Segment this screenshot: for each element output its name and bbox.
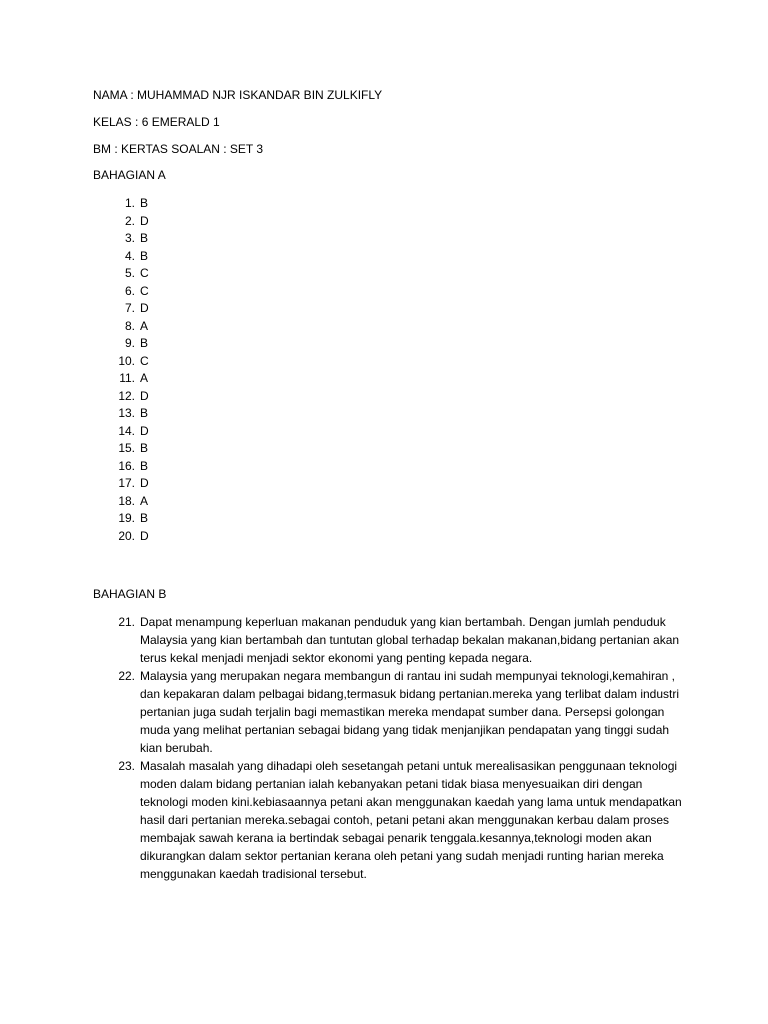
item-number: 5. (124, 266, 135, 280)
item-answer-text: Masalah masalah yang dihadapi oleh sesetangah petani untuk merealisasikan penggunaan teknologi moden dalam bidang pertanian ialah kebanyakan petani tidak biasa menyesuaikan diri dengan teknologi moden kini.kebiasaannya petani akan menggunakan kaedah yang lama untuk mendapatkan hasil dari pertanian mereka.sebagai contoh, petani petani akan menggunakan kerbau dalam proses membajak sawah kerana ia bertindak sebagai penarik tenggala.kesannya,teknologi moden akan dikurangkan dalam sektor pertanian kerana oleh petani yang sudah menjadi runting harian mereka menggunakan kaedah tradisional tersebut. (140, 759, 682, 881)
item-answer: B (140, 406, 149, 420)
list-item (93, 613, 693, 667)
item-answer: B (140, 441, 149, 455)
item-number: 11. (119, 371, 135, 385)
item-answer: A (140, 318, 149, 333)
item-number: 18. (118, 493, 135, 508)
list-item (93, 667, 693, 757)
item-answer-text: Dapat menampung keperluan makanan penduduk yang kian bertambah. Dengan jumlah penduduk Malaysia yang kian bertambah dan tuntutan global terhadap bekalan makanan,bidang pertanian akan terus kekal menjadi menjadi sektor ekonomi yang penting kepada negara. (140, 615, 680, 665)
item-number: 6. (124, 283, 135, 298)
item-number: 15. (118, 441, 135, 455)
item-answer: B (140, 511, 149, 525)
item-number: 22. (118, 669, 135, 683)
list-item (93, 757, 693, 883)
item-answer: A (140, 371, 149, 385)
item-number: 19. (118, 511, 135, 525)
student-class: KELAS : 6 EMERALD 1 (93, 115, 220, 129)
item-number: 3. (124, 231, 135, 245)
item-number: 4. (124, 248, 135, 263)
item-number: 16. (118, 458, 135, 473)
item-answer: A (140, 493, 149, 508)
item-number: 23. (118, 759, 135, 773)
item-number: 20. (118, 528, 135, 543)
section-b-answer-list (93, 613, 693, 883)
section-a-heading: BAHAGIAN A (93, 168, 166, 182)
item-answer: B (140, 336, 149, 350)
item-answer: B (140, 231, 149, 245)
item-answer: D (140, 528, 149, 543)
item-answer: D (140, 301, 149, 315)
student-name: NAMA : MUHAMMAD NJR ISKANDAR BIN ZULKIFLY (93, 88, 383, 102)
item-number: 14. (118, 423, 135, 438)
paper-title: BM : KERTAS SOALAN : SET 3 (93, 142, 264, 156)
item-answer: C (140, 266, 149, 280)
item-answer: C (140, 353, 149, 368)
item-number: 1. (124, 196, 135, 210)
item-number: 12. (118, 388, 135, 403)
item-answer: D (140, 476, 149, 490)
item-answer-text: Malaysia yang merupakan negara membangun di rantau ini sudah mempunyai teknologi,kemahiran , dan kepakaran dalam pelbagai bidang,termasuk bidang pertanian.mereka yang terlibat dalam industri pertanian juga sudah terjalin bagi memastikan mereka mendapat sumber dana. Persepsi golongan muda yang melihat pertanian sebagai bidang yang tidak menjanjikan pendapatan yang tinggi sudah kian berubah. (140, 669, 680, 755)
item-answer: D (140, 423, 149, 438)
item-number: 7. (124, 301, 135, 315)
item-number: 8. (124, 318, 135, 333)
item-number: 17. (118, 476, 135, 490)
item-answer: D (140, 388, 149, 403)
item-number: 10. (118, 353, 135, 368)
item-number: 13. (118, 406, 135, 420)
item-number: 21. (118, 615, 135, 629)
item-answer: B (140, 458, 149, 473)
section-b-heading: BAHAGIAN B (93, 587, 167, 601)
item-answer: B (140, 196, 149, 210)
item-number: 9. (124, 336, 135, 350)
item-answer: B (140, 248, 149, 263)
item-number: 2. (124, 213, 135, 228)
item-answer: D (140, 213, 149, 228)
item-answer: C (140, 283, 149, 298)
